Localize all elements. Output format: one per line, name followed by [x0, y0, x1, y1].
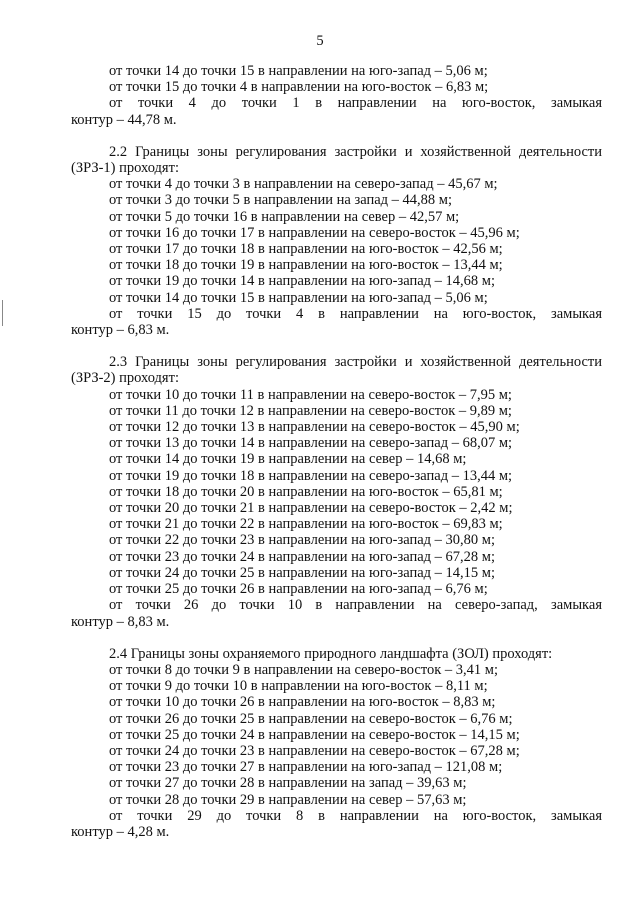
boundary-line: от точки 14 до точки 19 в направлении на север – 14,68 м; [109, 451, 467, 468]
section-heading-2-3: 2.3 Границы зоны регулирования застройки и хозяйственной деятельности [109, 354, 602, 371]
boundary-closing-line: от точки 15 до точки 4 в направлении на юго-восток, замыкая [109, 305, 602, 322]
boundary-line: от точки 18 до точки 19 в направлении на юго-восток – 13,44 м; [109, 257, 503, 274]
boundary-line: от точки 12 до точки 13 в направлении на северо-восток – 45,90 м; [109, 419, 520, 436]
boundary-line: от точки 26 до точки 25 в направлении на северо-восток – 6,76 м; [109, 710, 513, 727]
section-heading-2-4: 2.4 Границы зоны охраняемого природного ландшафта (ЗОЛ) проходят: [109, 645, 553, 662]
boundary-line: от точки 19 до точки 18 в направлении на северо-запад – 13,44 м; [109, 467, 513, 484]
boundary-line: от точки 25 до точки 24 в направлении на северо-восток – 14,15 м; [109, 726, 520, 743]
boundary-line: от точки 5 до точки 16 в направлении на север – 42,57 м; [109, 208, 460, 225]
boundary-closing-line: от точки 29 до точки 8 в направлении на юго-восток, замыкая [109, 807, 602, 824]
boundary-line: от точки 17 до точки 18 в направлении на юго-восток – 42,56 м; [109, 241, 503, 258]
boundary-line: от точки 22 до точки 23 в направлении на юго-запад – 30,80 м; [109, 532, 495, 549]
boundary-line: от точки 20 до точки 21 в направлении на северо-восток – 2,42 м; [109, 500, 513, 517]
boundary-closing-line: от точки 4 до точки 1 в направлении на юго-восток, замыкая [109, 95, 602, 112]
boundary-line: от точки 9 до точки 10 в направлении на юго-восток – 8,11 м; [109, 678, 488, 695]
section-heading-2-3-continuation: (ЗРЗ-2) проходят: [71, 370, 179, 387]
boundary-line: от точки 8 до точки 9 в направлении на северо-восток – 3,41 м; [109, 661, 498, 678]
section-heading-2-2-continuation: (ЗРЗ-1) проходят: [71, 160, 179, 177]
boundary-line: от точки 23 до точки 24 в направлении на юго-запад – 67,28 м; [109, 548, 495, 565]
boundary-line: от точки 16 до точки 17 в направлении на северо-восток – 45,96 м; [109, 224, 520, 241]
boundary-line: от точки 14 до точки 15 в направлении на юго-запад – 5,06 м; [109, 63, 488, 79]
boundary-line: от точки 18 до точки 20 в направлении на юго-восток – 65,81 м; [109, 483, 503, 500]
paragraph-gap [71, 630, 602, 646]
boundary-line: от точки 23 до точки 27 в направлении на юго-запад – 121,08 м; [109, 759, 503, 776]
boundary-line: от точки 19 до точки 14 в направлении на юго-запад – 14,68 м; [109, 273, 495, 290]
boundary-closing-continuation: контур – 8,83 м. [71, 613, 170, 630]
boundary-line: от точки 24 до точки 23 в направлении на северо-восток – 67,28 м; [109, 742, 520, 759]
boundary-line: от точки 24 до точки 25 в направлении на юго-запад – 14,15 м; [109, 564, 495, 581]
boundary-line: от точки 28 до точки 29 в направлении на север – 57,63 м; [109, 791, 467, 808]
paragraph-gap [71, 338, 602, 354]
section-heading-2-2: 2.2 Границы зоны регулирования застройки и хозяйственной деятельности [109, 143, 602, 160]
boundary-line: от точки 10 до точки 11 в направлении на северо-восток – 7,95 м; [109, 386, 512, 403]
boundary-line: от точки 25 до точки 26 в направлении на юго-запад – 6,76 м; [109, 581, 488, 598]
boundary-line: от точки 21 до точки 22 в направлении на юго-восток – 69,83 м; [109, 516, 503, 533]
page-number: 5 [316, 33, 324, 49]
scan-edge-mark [2, 300, 3, 326]
boundary-line: от точки 11 до точки 12 в направлении на северо-восток – 9,89 м; [109, 402, 512, 419]
boundary-line: от точки 3 до точки 5 в направлении на запад – 44,88 м; [109, 192, 452, 209]
document-body [71, 63, 602, 840]
boundary-line: от точки 10 до точки 26 в направлении на юго-восток – 8,83 м; [109, 694, 496, 711]
boundary-line: от точки 27 до точки 28 в направлении на запад – 39,63 м; [109, 775, 467, 792]
boundary-line: от точки 13 до точки 14 в направлении на северо-запад – 68,07 м; [109, 435, 513, 452]
boundary-closing-continuation: контур – 4,28 м. [71, 823, 170, 840]
boundary-line: от точки 14 до точки 15 в направлении на юго-запад – 5,06 м; [109, 289, 488, 306]
boundary-closing-line: от точки 26 до точки 10 в направлении на северо-запад, замыкая [109, 597, 602, 614]
boundary-closing-continuation: контур – 6,83 м. [71, 322, 170, 339]
boundary-line: от точки 4 до точки 3 в направлении на северо-запад – 45,67 м; [109, 176, 498, 193]
boundary-closing-continuation: контур – 44,78 м. [71, 111, 177, 128]
boundary-line: от точки 15 до точки 4 в направлении на юго-восток – 6,83 м; [109, 79, 489, 96]
paragraph-gap [71, 128, 602, 144]
